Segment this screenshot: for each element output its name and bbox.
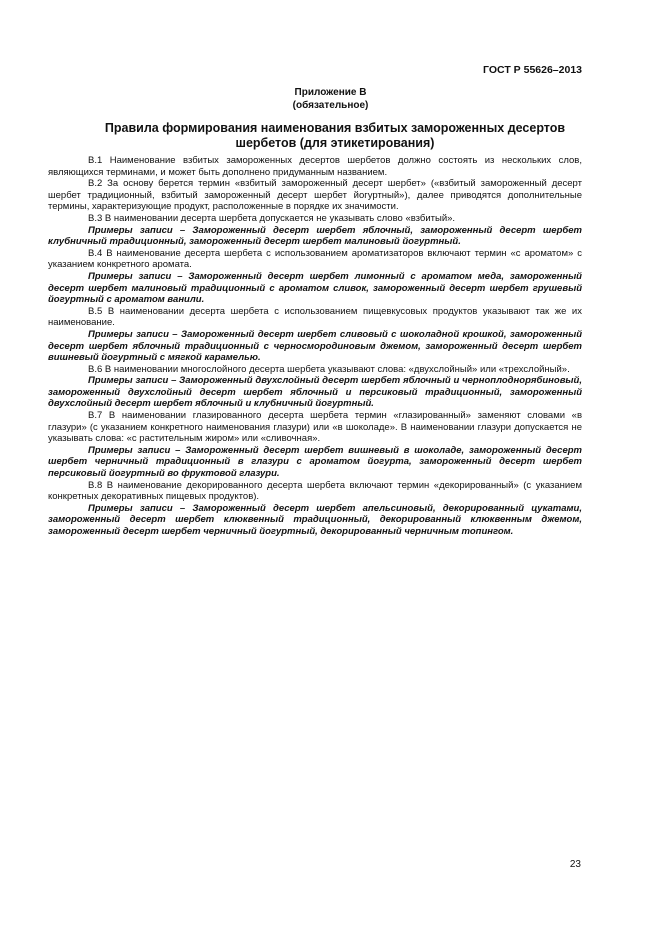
rule-paragraph: В.1 Наименование взбитых замороженных десертов шербетов должно состоять из нескольких слов, являющихся терминами, и может быть дополнено придуманным названием. (48, 155, 582, 178)
rule-paragraph: В.4 В наименование десерта шербета с использованием ароматизаторов включают термин «с ароматом» с указанием конкретного аромата. (48, 247, 582, 271)
document-body (48, 155, 582, 538)
example-paragraph: Примеры записи – Замороженный двухслойный десерт шербет яблочный и черноплоднорябиновый, замороженный двухслойный десерт шербет яблочный и персиковый традиционный, замороженный двухслойный десерт шербет яблочный и клубничный йогуртный. (48, 375, 582, 410)
example-paragraph: Примеры записи – Замороженный десерт шербет яблочный, замороженный десерт шербет клубничный традиционный, замороженный десерт шербет малиновый йогуртный. (48, 224, 582, 248)
example-paragraph: Примеры записи – Замороженный десерт шербет апельсиновый, декорированный цукатами, замороженный десерт шербет клюквенный традиционный, декорированный клюквенным джемом, замороженный десерт шербет черничный йогуртный, декорированный черничным топингом. (48, 502, 582, 537)
page-number: 23 (569, 859, 581, 870)
section-heading: Правила формирования наименования взбитых замороженных десертов шербетов (для этикетирования) (104, 121, 566, 150)
example-paragraph: Примеры записи – Замороженный десерт шербет вишневый в шоколаде, замороженный десерт шербет черничный традиционный в глазури с ароматом йогурта, замороженный десерт шербет персиковый йогуртный во фруктовой глазури. (48, 444, 582, 480)
rule-paragraph: В.5 В наименовании десерта шербета с использованием пищевкусовых продуктов указывают так же их наименование. (48, 305, 582, 329)
rule-paragraph: В.8 В наименование декорированного десерта шербета включают термин «декорированный» (с указанием конкретных декоративных пищевых продуктов). (48, 479, 582, 503)
rule-paragraph: В.7 В наименовании глазированного десерта шербета термин «глазированный» заменяют словами «в глазури» (с указанием конкретного наименования глазури) или «в шоколаде». В наименовании глазури допускается не указывать слова: «с растительным жиром» или «сливочная». (48, 410, 582, 445)
annex-title-block (0, 87, 661, 112)
document-code: ГОСТ Р 55626–2013 (483, 64, 582, 76)
rule-paragraph: В.6 В наименовании многослойного десерта шербета указывают слова: «двухслойный» или «трехслойный». (88, 363, 570, 375)
example-paragraph: Примеры записи – Замороженный десерт шербет лимонный с ароматом меда, замороженный десерт шербет малиновый традиционный с ароматом сливок, замороженный десерт шербет грушевый йогуртный с ароматом ванили. (48, 270, 582, 306)
example-paragraph: Примеры записи – Замороженный десерт шербет сливовый с шоколадной крошкой, замороженный десерт шербет яблочный традиционный с черносмородиновым джемом, замороженный десерт шербет вишневый йогуртный с мягкой карамелью. (48, 328, 582, 364)
annex-title: Приложение В (294, 87, 367, 98)
rule-paragraph: В.2 За основу берется термин «взбитый замороженный десерт шербет» («взбитый замороженный десерт шербет традиционный, взбитый замороженный десерт шербет йогуртный»), далее приводятся дополнительные термины, характеризующие продукт, расположенные в порядке их значимости. (48, 178, 582, 213)
annex-status: (обязательное) (292, 99, 369, 111)
rule-paragraph: В.3 В наименовании десерта шербета допускается не указывать слово «взбитый». (88, 212, 456, 224)
